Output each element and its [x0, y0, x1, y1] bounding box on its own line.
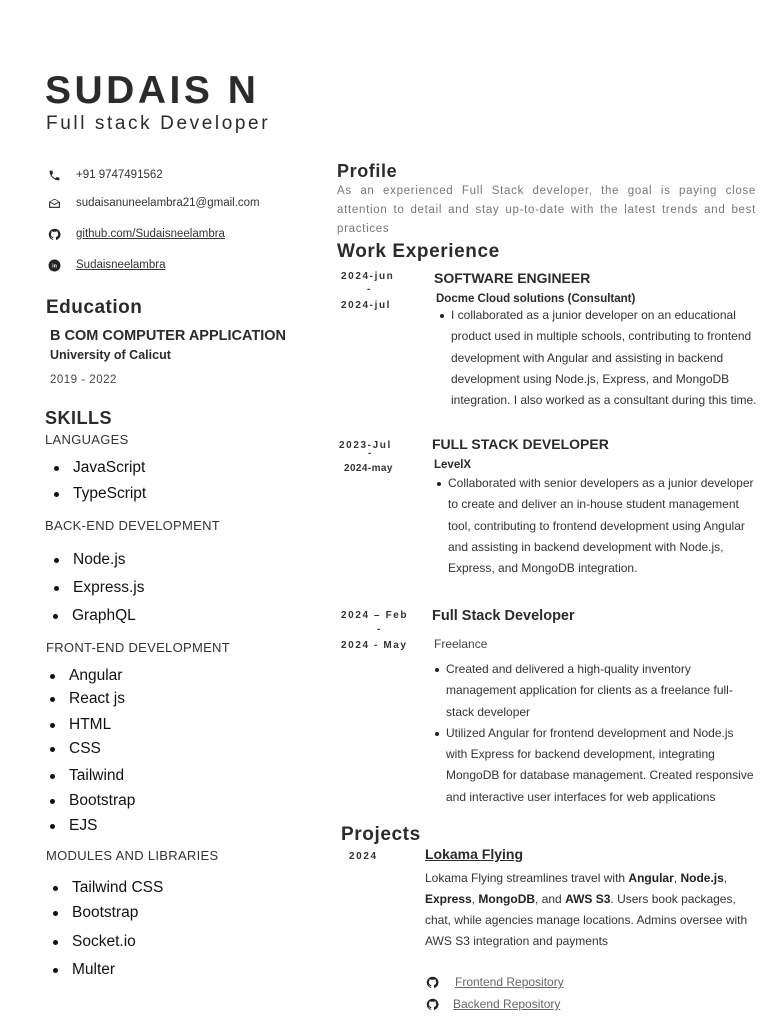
education-years: 2019 - 2022 — [50, 374, 117, 386]
education-degree: B COM COMPUTER APPLICATION — [50, 328, 287, 344]
skill-item: React js — [50, 690, 125, 708]
skill-item: HTML — [50, 716, 111, 734]
skill-item: Tailwind — [50, 767, 124, 785]
job-title: SOFTWARE ENGINEER — [434, 270, 591, 286]
backend-repo-link[interactable]: Backend Repository — [453, 997, 561, 1011]
skill-item: Bootstrap — [50, 792, 135, 810]
skill-category-backend: BACK-END DEVELOPMENT — [45, 518, 221, 533]
job-date-separator: - — [368, 448, 372, 459]
job-date-start: 2024-jun — [341, 271, 395, 282]
skill-item: Bootstrap — [53, 904, 138, 922]
github-icon — [46, 226, 62, 242]
candidate-role: Full stack Developer — [46, 113, 271, 134]
svg-text:in: in — [51, 263, 57, 270]
linkedin-link[interactable]: Sudaisneelambra — [76, 259, 166, 271]
frontend-repo-link[interactable]: Frontend Repository — [455, 975, 564, 989]
job-date-start: 2023-Jul — [339, 440, 392, 451]
education-university: University of Calicut — [50, 348, 171, 362]
job-bullets — [451, 305, 759, 411]
job-date-separator: - — [377, 624, 381, 635]
contact-email — [46, 195, 260, 211]
github-icon — [425, 975, 439, 989]
project-desc-text: Lokama Flying streamlines travel with — [425, 871, 629, 885]
project-tech: MongoDB — [478, 892, 536, 906]
job-bullet: I collaborated as a junior developer on an educational product used in multiple schools, contributing to frontend development with Angular and assisting in backend development using Node.js, Express, and MongoDB integration. I also worked as a consultant during this time. — [451, 305, 759, 411]
job-date-separator: - — [367, 284, 371, 295]
profile-heading: Profile — [337, 161, 398, 181]
skill-item: Socket.io — [53, 933, 136, 951]
skill-category-modules: MODULES AND LIBRARIES — [46, 848, 219, 863]
job-company: Freelance — [434, 637, 488, 651]
skill-item: Multer — [53, 961, 115, 979]
job-date-end: 2024-jul — [341, 300, 392, 311]
phone-number: +91 9747491562 — [76, 169, 163, 181]
education-heading: Education — [46, 297, 143, 318]
github-link[interactable]: github.com/Sudaisneelambra — [76, 228, 225, 240]
project-desc-text: . Users book packages, chat, while agencies manage locations. Admins oversee with AWS S3 integration and payments — [425, 892, 748, 948]
project-year: 2024 — [349, 851, 378, 862]
skill-item: Express.js — [54, 579, 145, 597]
project-desc-sep: , and — [535, 892, 566, 906]
skill-item: TypeScript — [54, 485, 146, 503]
skills-heading: SKILLS — [45, 408, 113, 428]
skill-item: Node.js — [54, 551, 126, 569]
skill-category-languages: LANGUAGES — [45, 432, 129, 447]
project-description — [425, 868, 755, 952]
contact-linkedin — [46, 257, 166, 273]
project-tech: AWS S3 — [565, 892, 611, 906]
phone-icon — [46, 167, 62, 183]
job-bullets — [446, 659, 758, 808]
skill-item: Tailwind CSS — [53, 879, 163, 897]
skill-category-frontend: FRONT-END DEVELOPMENT — [46, 640, 230, 655]
linkedin-icon — [46, 257, 62, 273]
project-desc-sep: , — [471, 892, 479, 906]
job-bullet: Created and delivered a high-quality inventory management application for clients as a freelance full-stack developer — [446, 659, 758, 723]
job-title: Full Stack Developer — [432, 608, 575, 624]
profile-text: As an experienced Full Stack developer, the goal is paying close attention to detail and stay up-to-date with the latest trends and best practices — [337, 185, 756, 235]
project-tech: Angular — [628, 871, 674, 885]
github-icon — [425, 997, 439, 1011]
frontend-repo-row — [425, 975, 564, 989]
email-address[interactable]: sudaisanuneelambra21@gmail.com — [76, 197, 260, 209]
project-tech: Express — [425, 892, 472, 906]
project-desc-sep: , — [673, 871, 678, 885]
skill-item: EJS — [50, 817, 97, 835]
projects-heading: Projects — [341, 824, 421, 845]
job-title: FULL STACK DEVELOPER — [432, 436, 609, 452]
job-bullet: Utilized Angular for frontend development and Node.js with Express for backend development, integrating MongoDB for database management. Created responsive and interactive user interfaces for web applications — [446, 723, 758, 808]
skill-item: GraphQL — [53, 607, 136, 625]
skill-item: Angular — [50, 667, 122, 685]
job-date-start: 2024 – Feb — [341, 610, 409, 621]
job-company: Docme Cloud solutions (Consultant) — [436, 293, 636, 305]
contact-github — [46, 226, 225, 242]
job-date-end: 2024-may — [344, 463, 393, 474]
skill-item: CSS — [50, 740, 101, 758]
project-title-link[interactable]: Lokama Flying — [425, 846, 524, 862]
project-tech: Node.js — [680, 871, 724, 885]
backend-repo-row — [425, 997, 560, 1011]
job-bullet: Collaborated with senior developers as a junior developer to create and deliver an in-house student management tool, contributing to frontend development using Angular and assisting in backend development with Node.js, Express, and MongoDB integration. — [448, 473, 760, 579]
project-desc-sep: , — [723, 871, 728, 885]
skill-item: JavaScript — [54, 459, 145, 477]
job-date-end: 2024 - May — [341, 640, 408, 651]
job-company: LevelX — [434, 459, 472, 471]
contact-phone — [46, 167, 163, 183]
work-experience-heading: Work Experience — [337, 241, 500, 262]
job-bullets — [448, 473, 760, 579]
candidate-name: SUDAIS N — [45, 69, 260, 112]
mail-icon — [46, 195, 62, 211]
